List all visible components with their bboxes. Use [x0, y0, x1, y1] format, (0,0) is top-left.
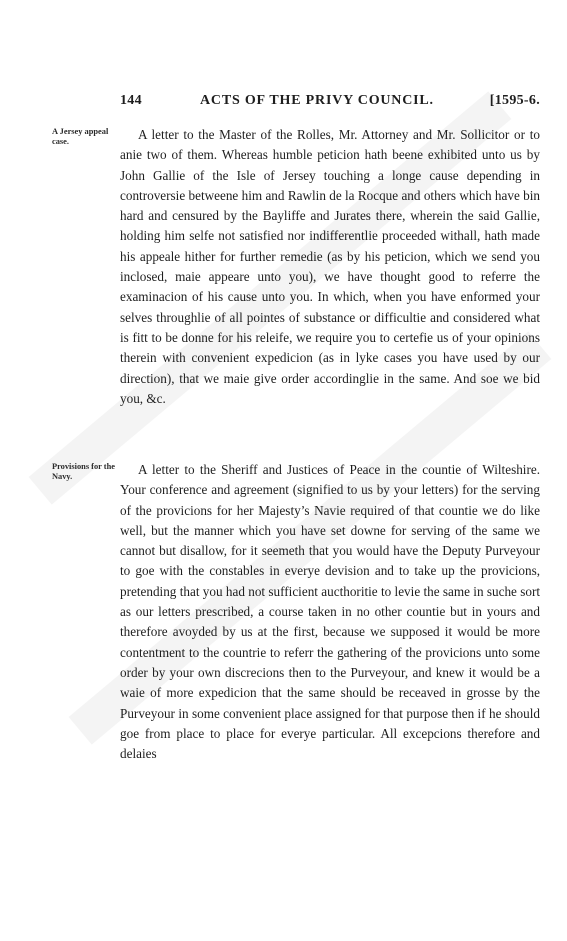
- paragraph-jersey-letter: A letter to the Master of the Rolles, Mr. Attorney and Mr. Sollicitor or to anie two of them. Whereas humble peticion hath beene exhibited unto us by John Gallie of the Isle of Jersey touching a longe cause depending in controversie betweene him and Rawlin de la Rocque and others which have bin hard and censured by the Bayliffe and Jurates there, wherein the said Gallie, holding him selfe not satisfied nor indifferentlie proceeded withall, hath made his appeale hither for further remedie (as by his peticion, which we send you inclosed, maie appeare unto you), we have thought good to referre the examinacion of his cause unto you. In which, when you have enformed your selves throughlie of all pointes of substance or difficultie and considered what is fitt to be donne for his releife, we require you to certefie us of your opinions therein with convenient expedicion (as in lyke cases you have used by our direction), that we maie give order accordinglie in the same. And soe we bid you, &c.: [120, 127, 540, 406]
- running-title: ACTS OF THE PRIVY COUNCIL.: [200, 93, 434, 108]
- page-number: 144: [120, 93, 142, 108]
- paragraph-navy-letter: A letter to the Sheriff and Justices of Peace in the countie of Wilteshire. Your conference and agreement (signified to us by your letters) for the serving of the provicions for her Majesty’s Navie required of that countie we do like well, but the manner which you have set downe for serving of the same we cannot but disallow, for it seemeth that you would have the Deputy Purveyour to goe with the constables in everye devision and to take up the provicions, pretending that you had not sufficient aucthoritie to levie the same in suche sort as our letters prescribed, a course taken in no other countie but in yours and therefore avoyded by us at the first, because we supposed it would be more contentment to the countrie to referr the gathering of the provicions unto some order by your own discrecions then to the Purveyour, and knew it would be a waie of more expedicion that the same should be receaved in grosse by the Purveyour in some convenient place assigned for that purpose then if he should goe from place to place for everye particular. All excepcions therefore and delaies: [120, 462, 540, 762]
- year-range: [1595-6.: [489, 93, 540, 108]
- page-header: [120, 93, 540, 113]
- sidenote-jersey-appeal: A Jersey appeal case.: [52, 127, 109, 146]
- sidenote-navy-provisions: Provisions for the Navy.: [52, 462, 115, 481]
